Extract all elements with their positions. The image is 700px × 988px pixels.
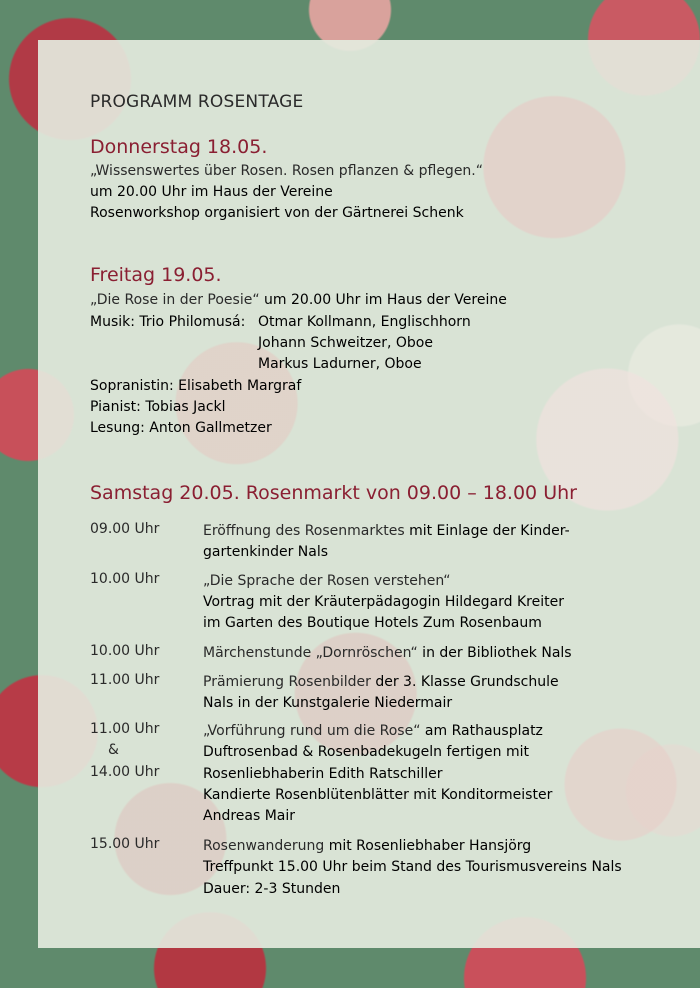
schedule-item-rest: mit Einlage der Kinder- [404,523,570,539]
schedule-item-line [203,571,450,592]
schedule-item-detail: Vortrag mit der Kräuterpädagogin Hildegard Kreiter [203,594,564,610]
schedule-item-detail: Dauer: 2-3 Stunden [203,881,341,897]
schedule-item-detail: im Garten des Boutique Hotels Zum Rosenbaum [203,615,542,631]
schedule-item-detail: Duftrosenbad & Rosenbadekugeln fertigen mit [203,744,529,760]
schedule-item-title: Rosenwanderung [203,838,325,854]
schedule-time-ampersand: & [108,742,119,758]
schedule-item-detail: gartenkinder Nals [203,544,329,560]
thursday-heading: Donnerstag 18.05. [90,136,268,158]
saturday-heading: Samstag 20.05. Rosenmarkt von 09.00 – 18.00 Uhr [90,482,577,504]
page-title: PROGRAMM ROSENTAGE [90,92,304,112]
schedule-item-rest: in der Bibliothek Nals [417,645,572,661]
schedule-time: 11.00 Uhr [90,672,160,688]
musician-3: Markus Ladurner, Oboe [258,356,422,372]
schedule-item-title: Prämierung Rosenbilder [203,674,371,690]
friday-event-line [90,290,507,311]
friday-event-rest: um 20.00 Uhr im Haus der Vereine [259,292,507,308]
schedule-item-line [203,521,570,542]
schedule-time: 14.00 Uhr [90,764,160,780]
schedule-item-detail: Rosenliebhaberin Edith Ratschiller [203,766,443,782]
schedule-time: 15.00 Uhr [90,836,160,852]
schedule-item-line [203,836,531,857]
schedule-item-detail: Treffpunkt 15.00 Uhr beim Stand des Tourismusvereins Nals [203,859,622,875]
soprano: Sopranistin: Elisabeth Margraf [90,378,302,394]
schedule-item-rest: der 3. Klasse Grundschule [370,674,559,690]
thursday-line2: Rosenworkshop organisiert von der Gärtnerei Schenk [90,205,464,221]
schedule-item-detail: Andreas Mair [203,808,296,824]
thursday-event: „Wissenswertes über Rosen. Rosen pflanzen & pflegen.“ [90,163,484,179]
schedule-time: 10.00 Uhr [90,571,160,587]
schedule-item-title: Eröffnung des Rosenmarktes [203,523,405,539]
schedule-item-title: Märchenstunde „Dornröschen“ [203,645,418,661]
thursday-line1: um 20.00 Uhr im Haus der Vereine [90,184,333,200]
schedule-item-detail: Nals in der Kunstgalerie Niedermair [203,695,453,711]
pianist: Pianist: Tobias Jackl [90,399,226,415]
schedule-time: 09.00 Uhr [90,521,160,537]
schedule-item-rest: am Rathausplatz [420,723,543,739]
schedule-time: 11.00 Uhr [90,721,160,737]
schedule-item-title: „Vorführung rund um die Rose“ [203,723,421,739]
schedule-item-rest: mit Rosenliebhaber Hansjörg [324,838,532,854]
music-label: Musik: Trio Philomusá: [90,314,246,330]
schedule-item-detail: Kandierte Rosenblütenblätter mit Konditormeister [203,787,553,803]
friday-heading: Freitag 19.05. [90,264,222,286]
schedule-item-line [203,672,559,693]
schedule-item-line [203,643,572,664]
schedule-time: 10.00 Uhr [90,643,160,659]
friday-event: „Die Rose in der Poesie“ [90,292,260,308]
schedule-item-title: „Die Sprache der Rosen verstehen“ [203,573,451,589]
reading: Lesung: Anton Gallmetzer [90,420,272,436]
musician-2: Johann Schweitzer, Oboe [258,335,433,351]
schedule-item-line [203,721,543,742]
musician-1: Otmar Kollmann, Englischhorn [258,314,471,330]
